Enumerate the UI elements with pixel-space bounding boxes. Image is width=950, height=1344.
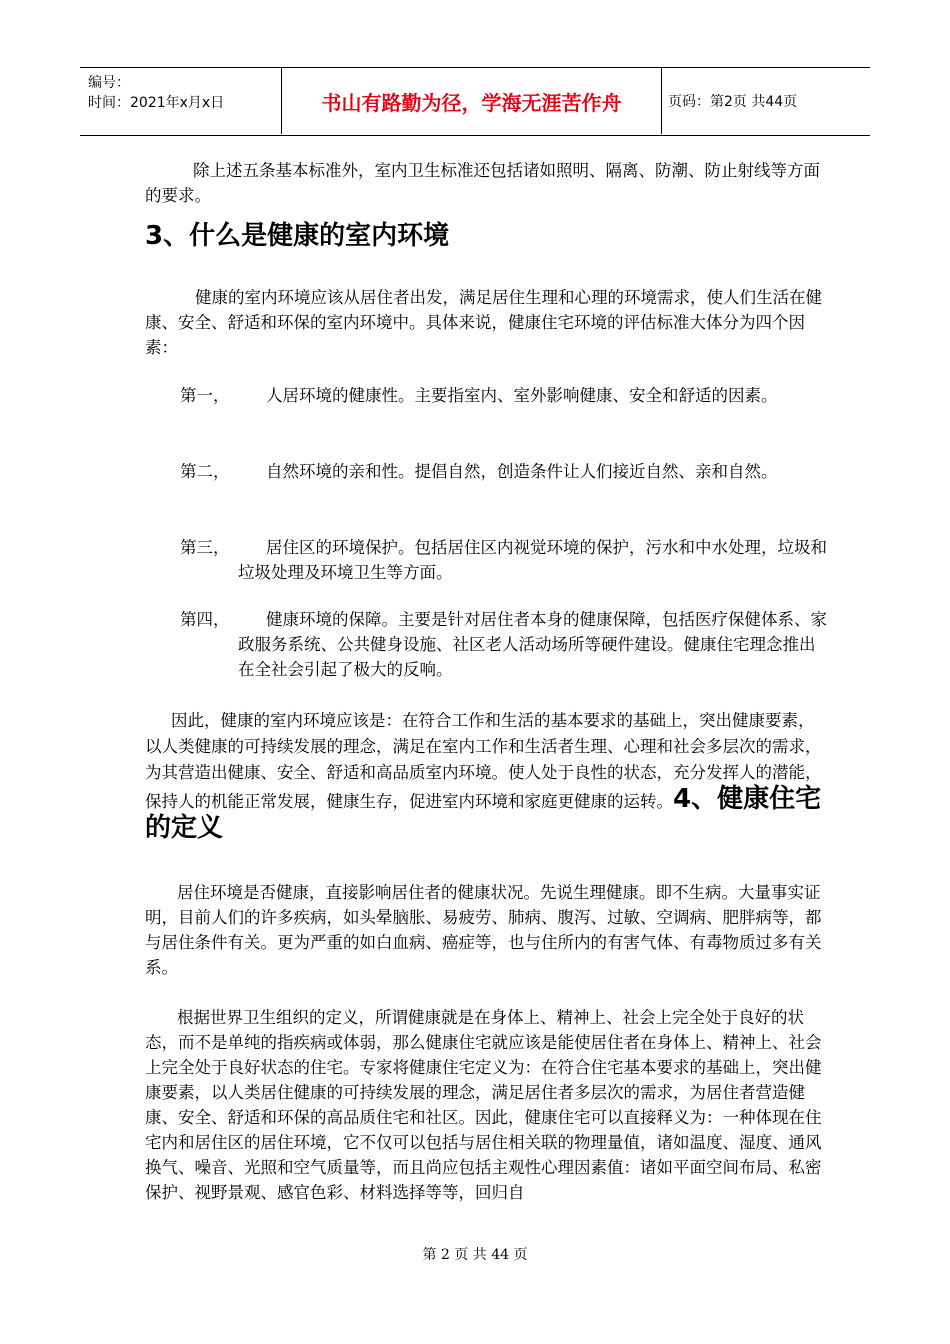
paragraph-environment: 健康的室内环境应该从居住者出发，满足居住生理和心理的环境需求，使人们生活在健康、安全、舒适和环保的室内环境中。具体来说，健康住宅环境的评估标准大体分为四个因素： — [145, 288, 822, 357]
number-label: 编号： — [88, 75, 130, 91]
paragraph-therefore: 因此，健康的室内环境应该是：在符合工作和生活的基本要求的基础上，突出健康要素，以人类健康的可持续发展的理念，满足在室内工作和生活者生理、心理和社会多层次的需求，为其营造出健康、安全、舒适和高品质室内环境。使人处于良性的状态，充分发挥人的潜能，保持人的机能正常发展，健康生存，促进室内环境和家庭更健康的运转。 — [145, 711, 822, 811]
list-item-text: 自然环境的亲和性。提倡自然，创造条件让人们接近自然、亲和自然。 — [266, 462, 778, 481]
list-item-label: 第四， — [180, 610, 230, 629]
paragraph-living: 居住环境是否健康，直接影响居住者的健康状况。先说生理健康。即不生病。大量事实证明，目前人们的许多疾病，如头晕脑胀、易疲劳、肺病、腹泻、过敏、空调病、肥胖病等，都与居住条件有关。更为严重的如白血病、癌症等，也与住所内的有害气体、有毒物质过多有关系。 — [145, 883, 822, 977]
motto-text: 书山有路勤为径，学海无涯苦作舟 — [282, 68, 662, 134]
list-item-text: 人居环境的健康性。主要指室内、室外影响健康、安全和舒适的因素。 — [266, 386, 778, 405]
header-meta-cell — [80, 68, 282, 134]
header-table — [80, 67, 870, 136]
page-footer: 第 2 页 共 44 页 — [422, 1247, 528, 1263]
heading-4: 4、健康住宅的定义 — [145, 784, 822, 843]
list-item-label: 第三， — [180, 538, 230, 557]
time-label: 时间：2021年x月x日 — [88, 95, 225, 111]
paragraph-intro: 除上述五条基本标准外，室内卫生标准还包括诸如照明、隔离、防潮、防止射线等方面的要求。 — [145, 161, 820, 205]
paragraph-therefore-block — [145, 708, 825, 844]
list-item-label: 第二， — [180, 462, 230, 481]
list-item-text: 健康环境的保障。主要是针对居住者本身的健康保障，包括医疗保健体系、家政服务系统、公共健身设施、社区老人活动场所等硬件建设。健康住宅理念推出在全社会引起了极大的反响。 — [238, 610, 827, 679]
page-info: 页码：第2页 共44页 — [668, 94, 798, 110]
heading-3: 3、什么是健康的室内环境 — [145, 221, 450, 251]
paragraph-who: 根据世界卫生组织的定义，所谓健康就是在身体上、精神上、社会上完全处于良好的状态，而不是单纯的指疾病或体弱，那么健康住宅就应该是能使居住者在身体上、精神上、社会上完全处于良好状态的住宅。专家将健康住宅定义为：在符合住宅基本要求的基础上，突出健康要素，以人类居住健康的可持续发展的理念，满足居住者多层次的需求，为居住者营造健康、安全、舒适和环保的高品质住宅和社区。因此，健康住宅可以直接释义为：一种体现在住宅内和居住区的居住环境，它不仅可以包括与居住相关联的物理量值，诸如温度、湿度、通风换气、噪音、光照和空气质量等，而且尚应包括主观性心理因素值：诸如平面空间布局、私密保护、视野景观、感官色彩、材料选择等等，回归自 — [145, 1008, 822, 1202]
list-item-text: 居住区的环境保护。包括居住区内视觉环境的保护，污水和中水处理，垃圾和垃圾处理及环境卫生等方面。 — [238, 538, 827, 582]
list-item-label: 第一， — [180, 386, 230, 405]
